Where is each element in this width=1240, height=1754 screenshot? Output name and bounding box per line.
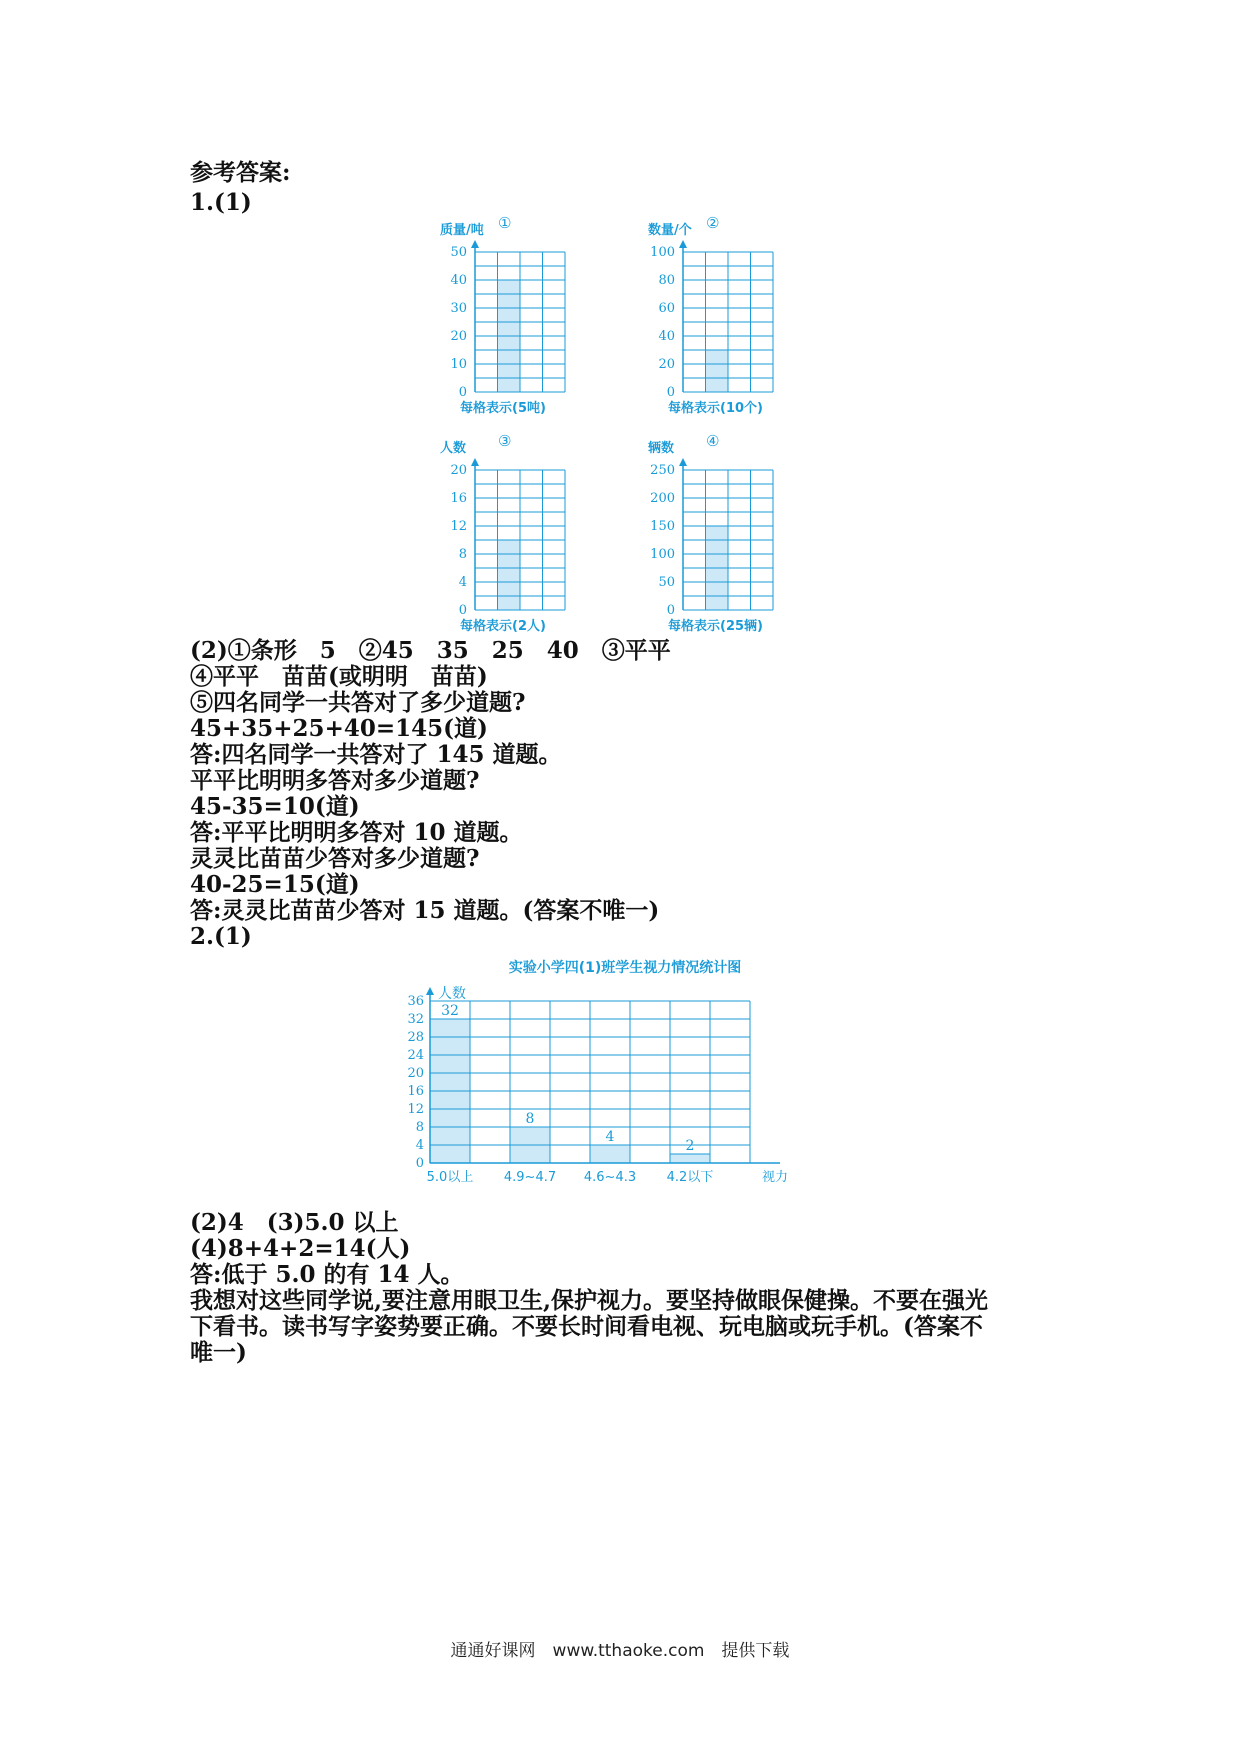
y-tick-label: 50 (658, 575, 675, 590)
axis-arrow (679, 458, 687, 466)
y-tick-label: 20 (450, 329, 467, 344)
data-label: 8 (525, 1111, 535, 1127)
y-axis-label: 辆数 (648, 441, 675, 456)
x-tick-label: 4.2以下 (666, 1170, 714, 1185)
answer-line: 45+35+25+40=145(道) (190, 715, 488, 742)
y-tick-label: 150 (650, 519, 675, 534)
data-label: 2 (685, 1138, 695, 1154)
y-tick-label: 20 (407, 1066, 424, 1081)
y-tick-label: 0 (666, 603, 675, 618)
y-tick-label: 16 (450, 491, 467, 506)
y-tick-label: 32 (407, 1012, 424, 1027)
small-chart-4 (638, 430, 828, 635)
y-tick-label: 8 (415, 1120, 424, 1135)
answer-line: ④平平 苗苗(或明明 苗苗) (190, 663, 488, 690)
small-chart-3 (430, 430, 620, 635)
y-tick-label: 24 (407, 1048, 424, 1063)
answer-line: ⑤四名同学一共答对了多少道题? (190, 689, 526, 716)
y-axis-label: 质量/吨 (440, 223, 484, 238)
answer-line: 答:平平比明明多答对 10 道题。 (190, 819, 523, 846)
data-label: 4 (605, 1129, 615, 1145)
y-tick-label: 40 (658, 329, 675, 344)
answer-line: 答:低于 5.0 的有 14 人。 (190, 1261, 464, 1288)
answer-line: 平平比明明多答对多少道题? (190, 767, 480, 794)
y-tick-label: 4 (415, 1138, 424, 1153)
y-tick-label: 4 (458, 575, 467, 590)
y-tick-label: 0 (415, 1156, 424, 1171)
chart-caption: 每格表示(10个) (668, 401, 763, 416)
answer-heading: 参考答案: (190, 159, 291, 186)
y-tick-label: 12 (450, 519, 467, 534)
y-tick-label: 0 (458, 603, 467, 618)
y-tick-label: 0 (458, 385, 467, 400)
y-axis-label: 人数 (440, 441, 467, 456)
answer-line: (2)①条形 5 ②45 35 25 40 ③平平 (190, 637, 671, 664)
y-tick-label: 80 (658, 273, 675, 288)
answer-line: 答:灵灵比苗苗少答对 15 道题。(答案不唯一) (190, 897, 660, 924)
bar (498, 540, 521, 610)
x-tick-label: 4.9~4.7 (503, 1170, 557, 1185)
y-tick-label: 0 (666, 385, 675, 400)
y-tick-label: 28 (407, 1030, 424, 1045)
q1-label: 1.(1) (190, 189, 252, 216)
bar (670, 1154, 710, 1163)
y-tick-label: 12 (407, 1102, 424, 1117)
answer-line: (2)4 (3)5.0 以上 (190, 1209, 399, 1236)
chart-number: ③ (498, 432, 512, 450)
small-chart-2 (638, 212, 828, 417)
y-tick-label: 50 (450, 245, 467, 260)
y-tick-label: 20 (450, 463, 467, 478)
y-axis-label: 人数 (438, 986, 466, 1002)
y-tick-label: 10 (450, 357, 467, 372)
y-tick-label: 8 (458, 547, 467, 562)
y-tick-label: 250 (650, 463, 675, 478)
footer-credit: 通通好课网 www.tthaoke.com 提供下载 (450, 1641, 790, 1661)
x-tick-label: 5.0以上 (426, 1170, 474, 1185)
y-tick-label: 60 (658, 301, 675, 316)
q2-label: 2.(1) (190, 923, 252, 950)
small-chart-1 (430, 212, 620, 417)
axis-arrow (471, 240, 479, 248)
answer-line: 下看书。读书写字姿势要正确。不要长时间看电视、玩电脑或玩手机。(答案不 (190, 1313, 983, 1340)
axis-arrow (426, 987, 434, 995)
y-tick-label: 100 (650, 245, 675, 260)
chart-caption: 每格表示(2人) (460, 619, 546, 634)
bar (590, 1145, 630, 1163)
vision-bar-chart (400, 958, 850, 1198)
chart-caption: 每格表示(25辆) (668, 619, 763, 634)
y-tick-label: 100 (650, 547, 675, 562)
data-label: 32 (441, 1003, 459, 1019)
axis-arrow (679, 240, 687, 248)
answer-line: 40-25=15(道) (190, 871, 360, 898)
answer-line: 唯一) (190, 1339, 247, 1366)
chart-number: ① (498, 214, 512, 232)
chart-number: ④ (706, 432, 720, 450)
x-axis-label: 视力 (762, 1170, 789, 1185)
y-tick-label: 20 (658, 357, 675, 372)
bar (706, 350, 729, 392)
answer-line: 45-35=10(道) (190, 793, 360, 820)
y-tick-label: 16 (407, 1084, 424, 1099)
answer-line: 答:四名同学一共答对了 145 道题。 (190, 741, 562, 768)
chart-title: 实验小学四(1)班学生视力情况统计图 (508, 960, 742, 976)
x-tick-label: 4.6~4.3 (583, 1170, 637, 1185)
chart-number: ② (706, 214, 720, 232)
y-tick-label: 40 (450, 273, 467, 288)
y-axis-label: 数量/个 (648, 223, 692, 238)
y-tick-label: 30 (450, 301, 467, 316)
answer-line: (4)8+4+2=14(人) (190, 1235, 411, 1262)
answer-line: 灵灵比苗苗少答对多少道题? (190, 845, 480, 872)
chart-caption: 每格表示(5吨) (460, 401, 546, 416)
y-tick-label: 200 (650, 491, 675, 506)
y-tick-label: 36 (407, 994, 424, 1009)
axis-arrow (471, 458, 479, 466)
answer-line: 我想对这些同学说,要注意用眼卫生,保护视力。要坚持做眼保健操。不要在强光 (190, 1287, 989, 1314)
